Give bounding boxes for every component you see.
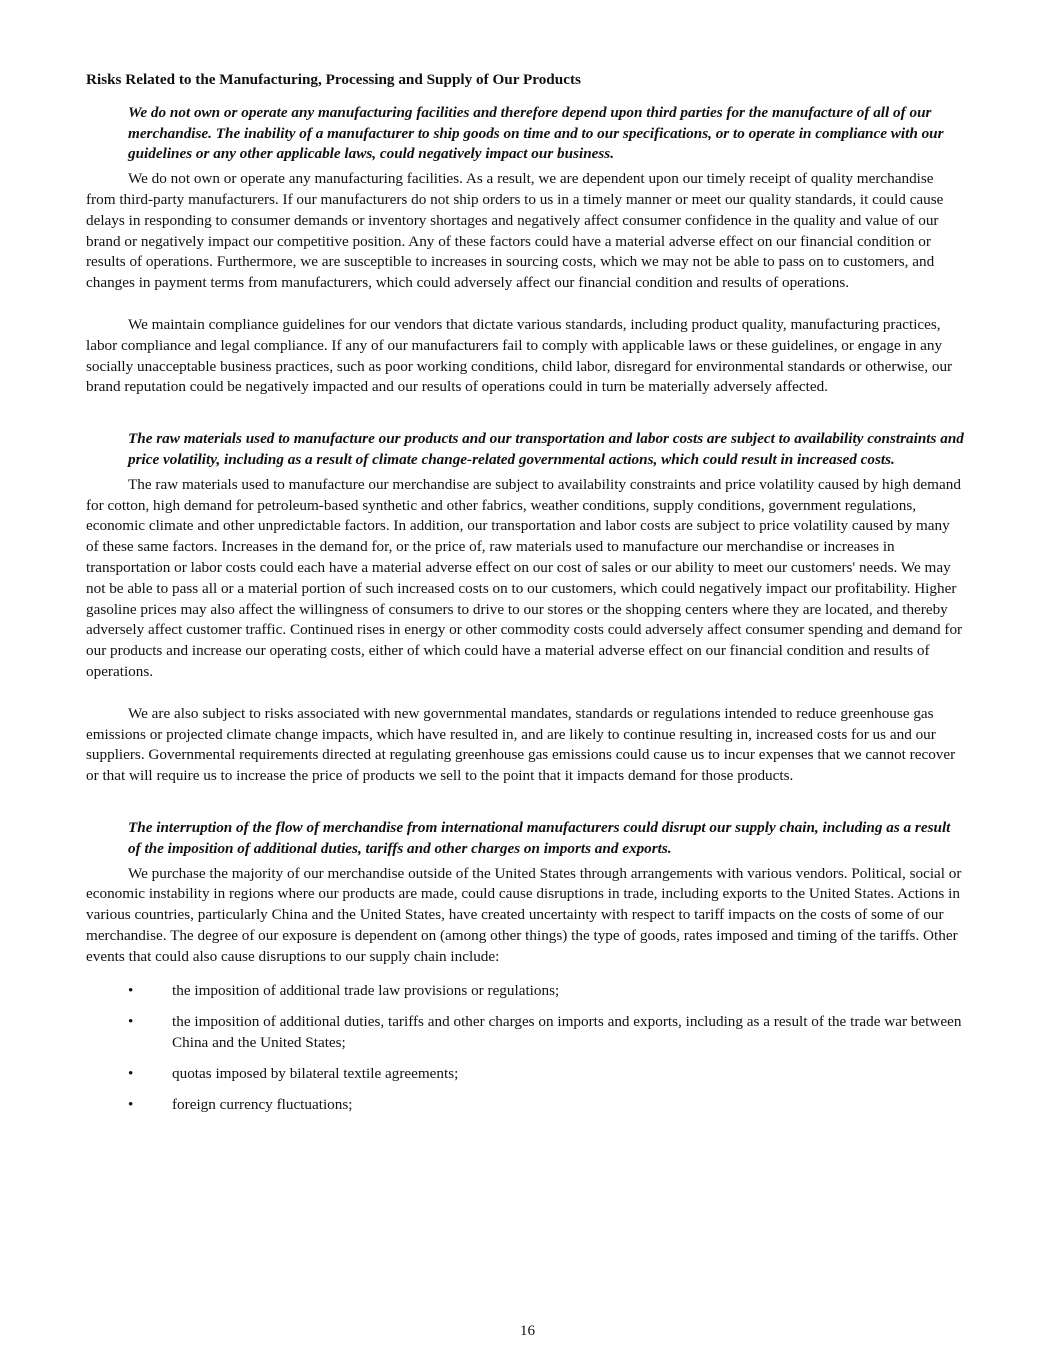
risk-paragraph: We maintain compliance guidelines for our vendors that dictate various standards, including product quality, manufacturing practices, labor compliance and legal compliance. If any of our manufacturers fail to comply with applicable laws or these guidelines, or engage in any socially unacceptable business practices, such as poor working conditions, child labor, disregard for environmental standards or otherwise, our brand reputation could be negatively impacted and our results of operations could in turn be materially adversely affected. [86,315,953,396]
document-page [86,70,964,1125]
risk-paragraph: We do not own or operate any manufacturing facilities. As a result, we are dependent upon our timely receipt of quality merchandise from third-party manufacturers. If our manufacturers do not ship orders to us in a timely manner or meet our quality standards, it could cause delays in responding to consumer demands or inventory shortages and negatively affect consumer confidence in the quality and value of our brand or negatively impact our competitive position. Any of these factors could have a material adverse effect on our financial condition or results of operations. Furthermore, we are susceptible to increases in sourcing costs, which we may not be able to pass on to customers, and changes in payment terms from manufacturers, which could adversely affect our financial condition and results of operations. [86,170,944,292]
list-item-text: the imposition of additional duties, tariffs and other charges on imports and exports, including as a result of the trade war between China and the United States; [172,1013,962,1052]
bullet-icon: • [128,1095,134,1113]
bullet-icon: • [128,1013,134,1031]
list-item [86,1095,964,1116]
list-item [86,1012,964,1054]
risk-subheading: We do not own or operate any manufacturing facilities and therefore depend upon third parties for the manufacture of all of our merchandise. The inability of a manufacturer to ship goods on time and to our specifications, or to operate in compliance with our guidelines or any other applicable laws, could negatively impact our business. [128,103,944,163]
list-item [86,1064,964,1085]
list-item-text: the imposition of additional trade law provisions or regulations; [172,982,560,1000]
risk-paragraph: We purchase the majority of our merchandise outside of the United States through arrangements with various vendors. Political, social or economic instability in regions where our products are made, could cause disruptions in trade, including exports to the United States. Actions in various countries, particularly China and the United States, have created uncertainty with respect to tariff impacts on the costs of some of our merchandise. The degree of our exposure is dependent on (among other things) the type of goods, rates imposed and timing of the tariffs. Other events that could also cause disruptions to our supply chain include: [86,864,962,965]
bullet-icon: • [128,1064,134,1082]
risk-paragraph: The raw materials used to manufacture our merchandise are subject to availability constraints and price volatility caused by high demand for cotton, high demand for petroleum-based synthetic and other fabrics, weather conditions, supply conditions, government regulations, economic climate and other unpredictable factors. In addition, our transportation and labor costs are subject to price volatility caused by many of these same factors. Increases in the demand for, or the price of, raw materials used to manufacture our merchandise or increases in transportation or labor costs could each have a material adverse effect on our cost of sales or our ability to meet our customers' needs. We may not be able to pass all or a material portion of such increased costs on to our customers, which could negatively impact our profitability. Higher gasoline prices may also affect the willingness of consumers to drive to our stores or the shopping centers where they are located, and thereby adversely affect customer traffic. Continued rises in energy or other commodity costs could adversely affect consumer spending and demand for our products and increase our operating costs, either of which could have a material adverse effect on our financial condition and results of operations. [86,475,963,680]
disruption-list [86,981,964,1115]
risk-paragraph: We are also subject to risks associated with new governmental mandates, standards or regulations intended to reduce greenhouse gas emissions or projected climate change impacts, which have resulted in, and are likely to continue resulting in, increased costs for us and our suppliers. Governmental requirements directed at regulating greenhouse gas emissions could cause us to incur expenses that we cannot recover or that will require us to increase the price of products we sell to the point that it impacts demand for those products. [86,704,956,785]
list-item [86,981,964,1002]
bullet-icon: • [128,982,134,1000]
list-item-text: foreign currency fluctuations; [172,1095,353,1113]
list-item-text: quotas imposed by bilateral textile agreements; [172,1064,459,1082]
risk-subheading: The raw materials used to manufacture our products and our transportation and labor costs are subject to availability constraints and price volatility, including as a result of climate change-related governmental actions, which could result in increased costs. [128,430,964,468]
risk-subheading: The interruption of the flow of merchandise from international manufacturers could disrupt our supply chain, including as a result of the imposition of additional duties, tariffs and other charges on imports and exports. [128,818,951,857]
section-heading: Risks Related to the Manufacturing, Processing and Supply of Our Products [86,71,581,88]
page-number: 16 [519,1322,536,1339]
